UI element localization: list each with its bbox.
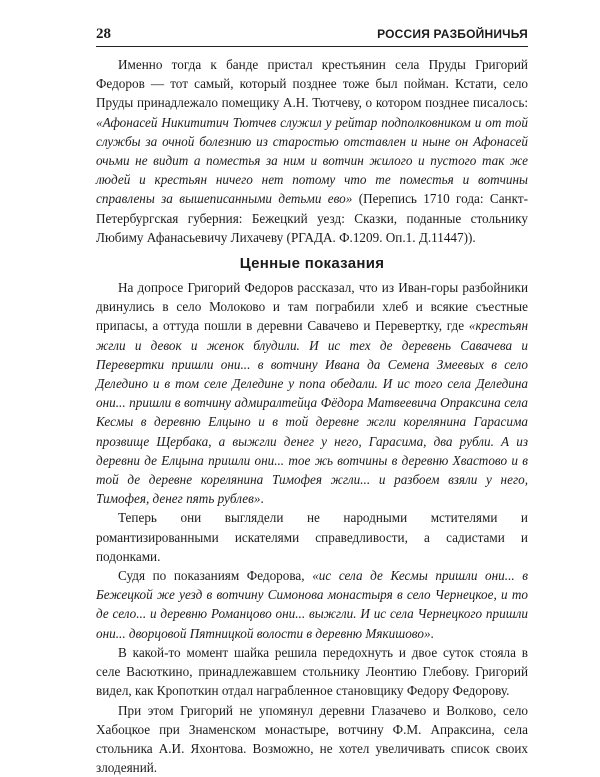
paragraph-5: В какой-то момент шайка решила передохнуть и двое суток стояла в селе Васюткино, принадлежавшем стольнику Леонтию Глебову. Григорий видел, как Кропоткин отдал награбленное становщику Федору Федорову. xyxy=(96,643,528,701)
page-header xyxy=(96,26,528,47)
paragraph-4-tail: . xyxy=(431,626,434,641)
paragraph-2-tail: . xyxy=(260,491,263,506)
paragraph-1-tail: (Перепись 1710 года: Санкт-Петербургская губерния: Бежецкий уезд: Сказки, поданные стольнику Любиму Афанасьевичу Лихачеву (РГАДА. Ф.1209. Оп.1. Д.11447)). xyxy=(96,191,528,244)
paragraph-4-lead: Судя по показаниям Федорова, xyxy=(118,568,312,583)
paragraph-4-quote: «ис села де Кесмы пришли они... в Бежецкой же уезд в вотчину Симонова монастыря в село Чернецкое, и то де село... и деревню Романцово они... выжгли. И ис села Чернецкого пришли они... дворцовой Пятницкой волости в деревню Мякишово» xyxy=(96,568,528,641)
running-title: РОССИЯ РАЗБОЙНИЧЬЯ xyxy=(377,27,528,41)
paragraph-2-lead: На допросе Григорий Федоров рассказал, что из Иван-горы разбойники двинулись в село Молоково и там пограбили хлеб и всякие съестные припасы, а оттуда пошли в деревни Савачево и Перевертку, где xyxy=(96,280,528,333)
paragraph-3: Теперь они выглядели не народными мстителями и романтизированными искателями справедливости, а садистами и подонками. xyxy=(96,508,528,566)
section-title: Ценные показания xyxy=(96,255,528,272)
paragraph-1 xyxy=(96,55,528,247)
paragraph-1-quote: «Афонасей Никититич Тютчев служил у рейтар подполковником и от той службы за очной болезнию из старостью отставлен и ныне он Афонасей очьми не видит а поместья за ним и вотчин жилого и пустого так же людей и крестьян ничего нет потому что те поместья и вотчины справлены за вышеписанными детьми ево» xyxy=(96,115,528,207)
paragraph-2-quote: «крестьян жгли и девок и женок блудили. И ис тех де деревень Савачева и Перевертки пришли они... в вотчину Ивана да Семена Змеевых в село Деледино и в том селе Деледине у попа обедали. И ис того села Деледина они... пришли в вотчину адмиралтейца Фёдора Матвеевича Опраксина села Кесмы в деревню Елцыно и в той деревне жгли корелянина Гарасима прозвище Щербака, а выжгли денег у него, Гарасима, два рубли. А из деревни де Елцына пришли они... тое жь вотчины в деревню Хвастово и в той де деревне корелянина Тимофея жгли... и разбоем взяли у него, Тимофея, денег пять рублев» xyxy=(96,318,528,506)
paragraph-2 xyxy=(96,278,528,508)
paragraph-4 xyxy=(96,566,528,643)
page-number: 28 xyxy=(96,26,111,43)
paragraph-1-lead: Именно тогда к банде пристал крестьянин села Пруды Григорий Федоров — тот самый, который позднее тоже был пойман. Кстати, село Пруды принадлежало помещику А.Н. Тютчеву, о котором позднее писалось: xyxy=(96,57,528,110)
paragraph-6: При этом Григорий не упомянул деревни Глазачево и Волково, село Хабоцкое при Знаменском монастыре, вотчину Ф.М. Апраксина, села стольника А.И. Яхонтова. Возможно, не хотел увеличивать список своих злодеяний. xyxy=(96,701,528,777)
